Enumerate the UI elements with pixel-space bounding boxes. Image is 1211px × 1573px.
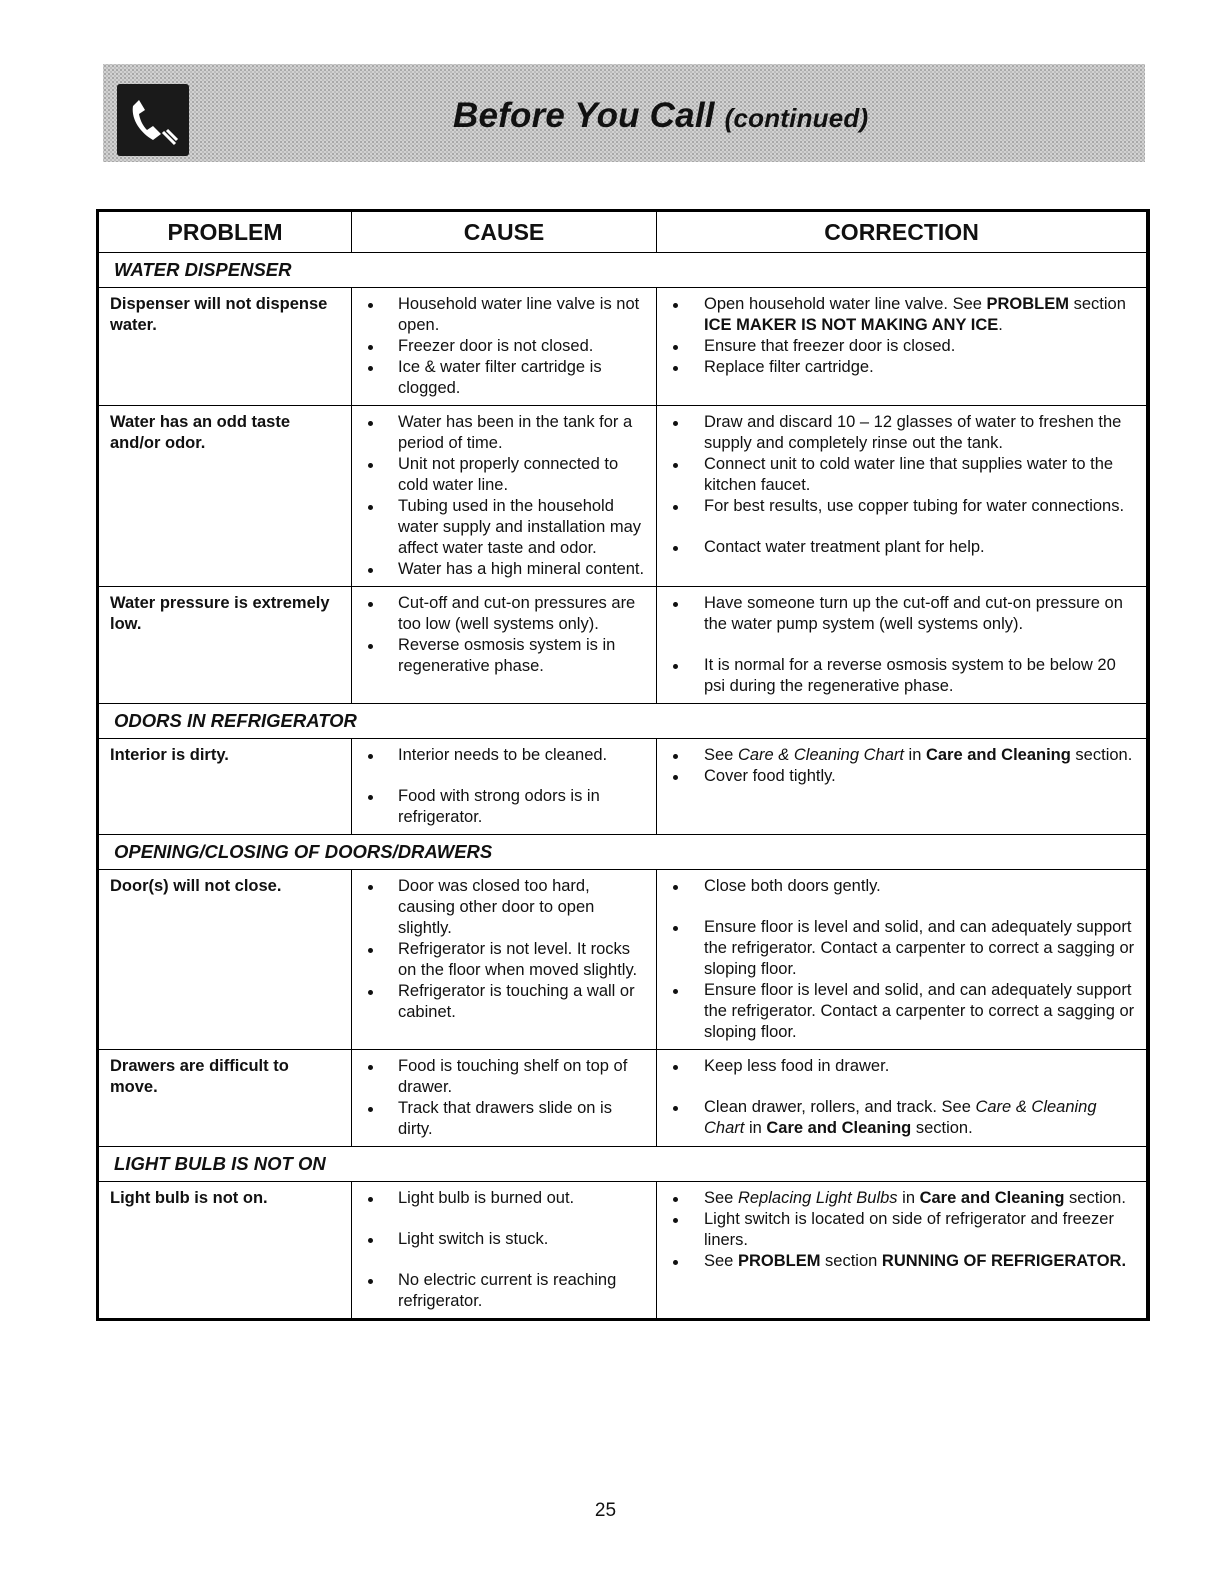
correction-text: Ensure floor is level and solid, and can adequately support the refrigerator. Contact a carpenter to correct a sagging or sloping floor. bbox=[704, 918, 1135, 978]
cause-list bbox=[352, 876, 650, 1023]
correction-text: . bbox=[998, 316, 1003, 334]
cause-cell bbox=[352, 1050, 657, 1147]
correction-item bbox=[657, 1209, 1140, 1251]
correction-item bbox=[657, 1056, 1140, 1077]
cause-item: Unit not properly connected to cold water line. bbox=[352, 454, 650, 496]
correction-item bbox=[657, 593, 1140, 635]
correction-text: section bbox=[820, 1252, 882, 1270]
table-row bbox=[99, 288, 1147, 406]
correction-text: Contact water treatment plant for help. bbox=[704, 538, 985, 556]
correction-item bbox=[657, 1188, 1140, 1209]
section-title: OPENING/CLOSING OF DOORS/DRAWERS bbox=[99, 835, 1147, 870]
cause-list bbox=[352, 1188, 650, 1312]
correction-text: Close both doors gently. bbox=[704, 877, 881, 895]
cause-item: Light switch is stuck. bbox=[352, 1229, 650, 1250]
cause-item: Light bulb is burned out. bbox=[352, 1188, 650, 1209]
correction-text: See bbox=[704, 1189, 738, 1207]
correction-item bbox=[657, 336, 1140, 357]
cause-cell bbox=[352, 739, 657, 835]
cause-item: Water has a high mineral content. bbox=[352, 559, 650, 580]
table-row bbox=[99, 870, 1147, 1050]
correction-list bbox=[657, 593, 1140, 697]
table-row bbox=[99, 406, 1147, 587]
correction-item bbox=[657, 1251, 1140, 1272]
correction-item bbox=[657, 876, 1140, 897]
correction-list bbox=[657, 745, 1140, 787]
correction-list bbox=[657, 876, 1140, 1043]
phone-icon bbox=[117, 84, 189, 156]
cause-list bbox=[352, 745, 650, 828]
correction-text: ICE MAKER IS NOT MAKING ANY ICE bbox=[704, 316, 999, 334]
cause-list bbox=[352, 412, 650, 580]
correction-item bbox=[657, 766, 1140, 787]
cause-item: Refrigerator is touching a wall or cabinet. bbox=[352, 981, 650, 1023]
correction-text: PROBLEM bbox=[986, 295, 1070, 313]
correction-cell bbox=[657, 1182, 1147, 1319]
correction-item bbox=[657, 412, 1140, 454]
correction-item bbox=[657, 357, 1140, 378]
section-title: LIGHT BULB IS NOT ON bbox=[99, 1147, 1147, 1182]
cause-item: Interior needs to be cleaned. bbox=[352, 745, 650, 766]
correction-text: Care & Cleaning Chart bbox=[704, 1098, 1097, 1137]
problem-cell: Interior is dirty. bbox=[99, 739, 352, 835]
cause-cell bbox=[352, 587, 657, 704]
header-correction: CORRECTION bbox=[657, 212, 1147, 253]
correction-item bbox=[657, 1097, 1140, 1139]
table-row bbox=[99, 1050, 1147, 1147]
correction-text: Ensure that freezer door is closed. bbox=[704, 337, 956, 355]
problem-cell: Door(s) will not close. bbox=[99, 870, 352, 1050]
correction-text: Ensure floor is level and solid, and can adequately support the refrigerator. Contact a carpenter to correct a sagging or sloping floor. bbox=[704, 981, 1135, 1041]
correction-item bbox=[657, 537, 1140, 558]
problem-cell: Drawers are difficult to move. bbox=[99, 1050, 352, 1147]
cause-item: Ice & water filter cartridge is clogged. bbox=[352, 357, 650, 399]
cause-item: Household water line valve is not open. bbox=[352, 294, 650, 336]
cause-item: Cut-off and cut-on pressures are too low (well systems only). bbox=[352, 593, 650, 635]
correction-list bbox=[657, 412, 1140, 558]
section-row bbox=[99, 704, 1147, 739]
correction-text: It is normal for a reverse osmosis system to be below 20 psi during the regenerative phase. bbox=[704, 656, 1116, 695]
cause-item: Tubing used in the household water supply and installation may affect water taste and odor. bbox=[352, 496, 650, 559]
section-row bbox=[99, 835, 1147, 870]
correction-text: Draw and discard 10 – 12 glasses of water to freshen the supply and completely rinse out the tank. bbox=[704, 413, 1122, 452]
correction-item bbox=[657, 917, 1140, 980]
correction-text: Cover food tightly. bbox=[704, 767, 836, 785]
troubleshooting-table bbox=[98, 211, 1147, 1319]
correction-text: Light switch is located on side of refrigerator and freezer liners. bbox=[704, 1210, 1114, 1249]
cause-item: Refrigerator is not level. It rocks on the floor when moved slightly. bbox=[352, 939, 650, 981]
problem-cell: Water pressure is extremely low. bbox=[99, 587, 352, 704]
problem-cell: Dispenser will not dispense water. bbox=[99, 288, 352, 406]
cause-item: Door was closed too hard, causing other door to open slightly. bbox=[352, 876, 650, 939]
correction-text: Care and Cleaning bbox=[925, 746, 1071, 764]
page-number: 25 bbox=[594, 1500, 617, 1521]
cause-item: Water has been in the tank for a period of time. bbox=[352, 412, 650, 454]
correction-text: Have someone turn up the cut-off and cut-on pressure on the water pump system (well systems only). bbox=[704, 594, 1123, 633]
correction-cell bbox=[657, 406, 1147, 587]
correction-text: Keep less food in drawer. bbox=[704, 1057, 890, 1075]
correction-text: section. bbox=[911, 1119, 973, 1137]
cause-cell bbox=[352, 406, 657, 587]
correction-text: Care and Cleaning bbox=[919, 1189, 1065, 1207]
correction-text: section. bbox=[1064, 1189, 1126, 1207]
table-row bbox=[99, 739, 1147, 835]
correction-text: For best results, use copper tubing for water connections. bbox=[704, 497, 1125, 515]
correction-text: Care & Cleaning Chart bbox=[737, 746, 904, 764]
cause-item: Food is touching shelf on top of drawer. bbox=[352, 1056, 650, 1098]
correction-item bbox=[657, 745, 1140, 766]
correction-list bbox=[657, 1188, 1140, 1272]
cause-item: Freezer door is not closed. bbox=[352, 336, 650, 357]
correction-text: section bbox=[1069, 295, 1126, 313]
table-header-row bbox=[99, 212, 1147, 253]
correction-text: RUNNING OF REFRIGERATOR. bbox=[881, 1252, 1127, 1270]
correction-cell bbox=[657, 739, 1147, 835]
correction-item bbox=[657, 980, 1140, 1043]
correction-text: in bbox=[897, 1189, 920, 1207]
section-row bbox=[99, 253, 1147, 288]
cause-item: Track that drawers slide on is dirty. bbox=[352, 1098, 650, 1140]
correction-text: See bbox=[704, 746, 738, 764]
correction-text: in bbox=[903, 746, 926, 764]
problem-cell: Water has an odd taste and/or odor. bbox=[99, 406, 352, 587]
correction-item bbox=[657, 454, 1140, 496]
cause-cell bbox=[352, 1182, 657, 1319]
correction-text: PROBLEM bbox=[737, 1252, 821, 1270]
cause-list bbox=[352, 1056, 650, 1140]
header-problem: PROBLEM bbox=[99, 212, 352, 253]
correction-list bbox=[657, 1056, 1140, 1139]
correction-list bbox=[657, 294, 1140, 378]
correction-text: Clean drawer, rollers, and track. See bbox=[704, 1098, 976, 1116]
page-banner bbox=[103, 64, 1145, 162]
cause-item: No electric current is reaching refrigerator. bbox=[352, 1270, 650, 1312]
section-title: ODORS IN REFRIGERATOR bbox=[99, 704, 1147, 739]
correction-cell bbox=[657, 1050, 1147, 1147]
correction-text: See bbox=[704, 1252, 738, 1270]
correction-cell bbox=[657, 870, 1147, 1050]
correction-item bbox=[657, 294, 1140, 336]
page-title bbox=[453, 96, 868, 136]
troubleshooting-table-frame bbox=[96, 209, 1150, 1321]
section-title: WATER DISPENSER bbox=[99, 253, 1147, 288]
section-row bbox=[99, 1147, 1147, 1182]
table-row bbox=[99, 1182, 1147, 1319]
table-row bbox=[99, 587, 1147, 704]
correction-text: in bbox=[744, 1119, 767, 1137]
title-main: Before You Call bbox=[453, 96, 715, 135]
cause-list bbox=[352, 294, 650, 399]
header-cause: CAUSE bbox=[352, 212, 657, 253]
problem-cell: Light bulb is not on. bbox=[99, 1182, 352, 1319]
correction-item bbox=[657, 655, 1140, 697]
cause-cell bbox=[352, 870, 657, 1050]
cause-cell bbox=[352, 288, 657, 406]
cause-item: Food with strong odors is in refrigerator. bbox=[352, 786, 650, 828]
title-subtitle: (continued) bbox=[724, 103, 869, 133]
cause-item: Reverse osmosis system is in regenerative phase. bbox=[352, 635, 650, 677]
correction-text: Open household water line valve. See bbox=[704, 295, 987, 313]
correction-text: Care and Cleaning bbox=[766, 1119, 912, 1137]
correction-cell bbox=[657, 288, 1147, 406]
correction-item bbox=[657, 496, 1140, 517]
correction-text: section. bbox=[1070, 746, 1133, 764]
correction-text: Replace filter cartridge. bbox=[704, 358, 874, 376]
correction-text: Connect unit to cold water line that supplies water to the kitchen faucet. bbox=[704, 455, 1114, 494]
cause-list bbox=[352, 593, 650, 677]
correction-text: Replacing Light Bulbs bbox=[737, 1189, 898, 1207]
correction-cell bbox=[657, 587, 1147, 704]
